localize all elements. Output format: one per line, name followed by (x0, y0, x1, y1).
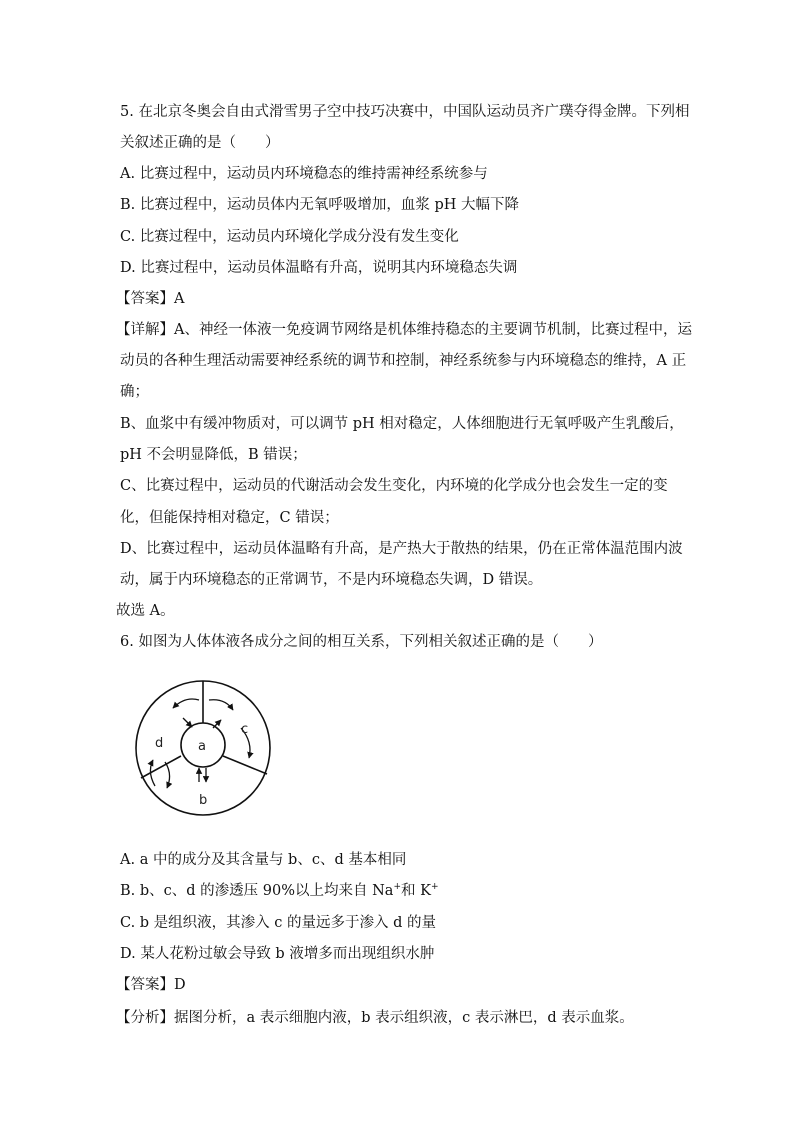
q5-option-a: A. 比赛过程中，运动员内环境稳态的维持需神经系统参与 (120, 166, 488, 182)
q5-detail-line6: C、比赛过程中，运动员的代谢活动会发生变化，内环境的化学成分也会发生一定的变 (120, 478, 668, 494)
q6-option-d: D. 某人花粉过敏会导致 b 液增多而出现组织水肿 (120, 946, 435, 962)
label-c: c (241, 722, 249, 737)
q5-detail-line1: 【详解】A、神经一体液一免疫调节网络是机体维持稳态的主要调节机制，比赛过程中，运 (116, 322, 692, 338)
arrow-d-right (165, 762, 170, 788)
q5-stem-line2: 关叙述正确的是（ ） (120, 135, 280, 151)
q5-detail-line7: 化，但能保持相对稳定，C 错误； (120, 510, 339, 526)
q5-detail-line8: D、比赛过程中，运动员体温略有升高，是产热大于散热的结果，仍在正常体温范围内波 (120, 541, 683, 557)
q5-option-c: C. 比赛过程中，运动员内环境化学成分没有发生变化 (120, 229, 459, 245)
q5-detail-line4: B、血浆中有缓冲物质对，可以调节 pH 相对稳定，人体细胞进行无氧呼吸产生乳酸后， (120, 416, 684, 432)
arrow-out-a-right (213, 720, 221, 728)
label-d: d (155, 736, 164, 751)
q5-detail-line5: pH 不会明显降低，B 错误； (120, 447, 307, 463)
q6-option-b (120, 881, 439, 901)
arrow-top-left (173, 699, 199, 708)
q5-detail-line2: 动员的各种生理活动需要神经系统的调节和控制，神经系统参与内环境稳态的维持，A 正 (120, 353, 687, 369)
arrow-d-left (150, 760, 155, 786)
q6-option-a: A. a 中的成分及其含量与 b、c、d 基本相同 (120, 852, 407, 868)
q6-answer: 【答案】D (116, 977, 186, 993)
q6-stem: 6. 如图为人体体液各成分之间的相互关系，下列相关叙述正确的是（ ） (120, 634, 603, 650)
q5-stem-line1: 5. 在北京冬奥会自由式滑雪男子空中技巧决赛中，中国队运动员齐广璞夺得金牌。下列相 (120, 104, 690, 120)
q6-option-b-text: B. b、c、d 的渗透压 90%以上均来自 Na (120, 883, 394, 899)
label-b: b (199, 793, 208, 808)
q6-option-b-sup1: + (393, 882, 401, 893)
q6-analysis: 【分析】据图分析，a 表示细胞内液，b 表示组织液，c 表示淋巴，d 表示血浆。 (116, 1010, 634, 1026)
body-fluid-diagram-svg (133, 678, 273, 818)
arrow-into-a-left (183, 718, 192, 727)
q5-detail-line9: 动，属于内环境稳态的正常调节，不是内环境稳态失调，D 错误。 (120, 572, 543, 588)
arrow-top-right (209, 700, 233, 710)
q5-option-b: B. 比赛过程中，运动员体内无氧呼吸增加，血浆 pH 大幅下降 (120, 197, 520, 213)
body-fluid-diagram (133, 678, 273, 818)
q6-option-b-sup2: + (430, 882, 439, 893)
label-a: a (198, 739, 206, 754)
q5-answer: 【答案】A (116, 291, 185, 307)
divider-left (141, 756, 181, 778)
q6-option-b-mid: 和 K (401, 883, 431, 899)
divider-right (223, 756, 267, 774)
q5-conclusion: 故选 A。 (116, 603, 175, 619)
q5-detail-line3: 确； (120, 384, 149, 400)
q6-option-c: C. b 是组织液，其渗入 c 的量远多于渗入 d 的量 (120, 915, 437, 931)
q5-option-d: D. 比赛过程中，运动员体温略有升高，说明其内环境稳态失调 (120, 260, 518, 276)
